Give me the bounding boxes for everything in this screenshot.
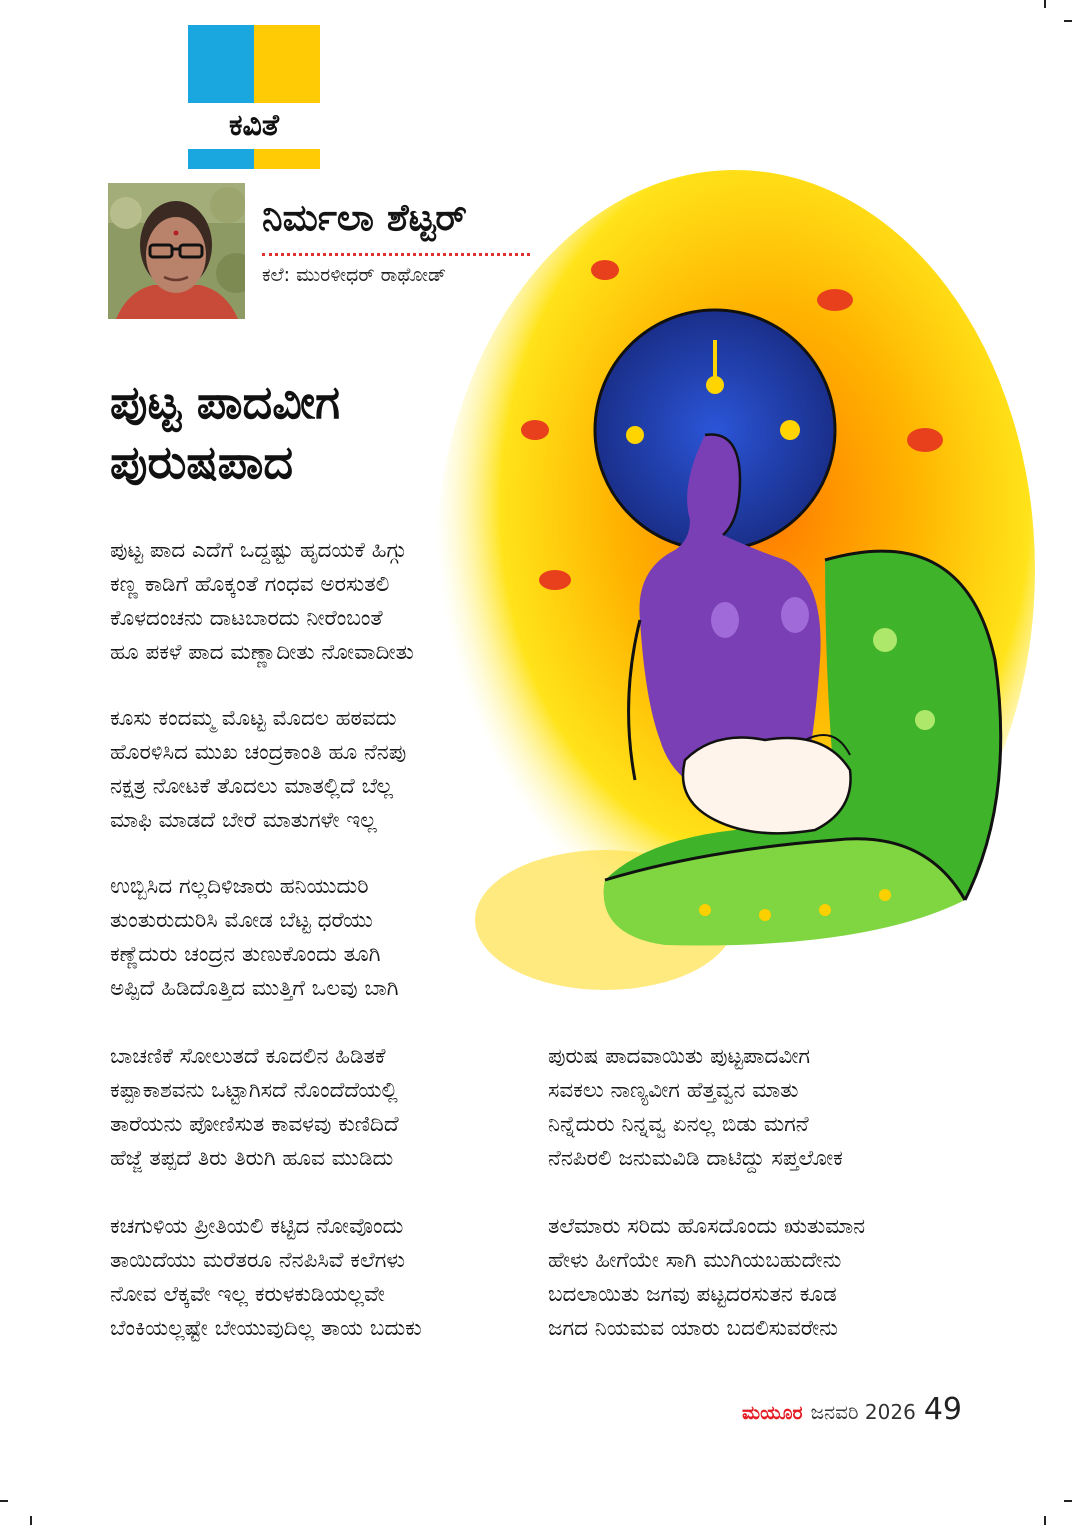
section-tag-color-block	[188, 25, 320, 103]
section-tag-color-bar	[188, 149, 320, 169]
poem-stanza	[110, 1040, 399, 1176]
poem-stanza	[548, 1210, 865, 1346]
mother-child-illustration	[405, 140, 1035, 1020]
poem-stanza	[110, 702, 406, 838]
issue-date: ಜನವರಿ 2026	[810, 1400, 916, 1424]
poem-line: ಹೇಳು ಹೀಗೆಯೇ ಸಾಗಿ ಮುಗಿಯಬಹುದೇನು	[548, 1248, 842, 1273]
section-label: ಕವಿತೆ	[229, 108, 279, 143]
poem-line: ತಾರೆಯನು ಪೋಣಿಸುತ ಕಾವಳವು ಕುಣಿದಿದೆ	[110, 1112, 399, 1137]
poem-line: ಕಣ್ಣೆದುರು ಚಂದ್ರನ ತುಣುಕೊಂದು ತೂಗಿ	[110, 942, 381, 967]
crop-mark	[1064, 20, 1072, 22]
poem-title	[110, 372, 530, 492]
poem-stanza	[110, 1210, 422, 1346]
art-credit: ಕಲೆ: ಮುರಳೀಧರ್ ರಾಥೋಡ್	[262, 264, 447, 286]
poem-line: ಪುಟ್ಟ ಪಾದ ಎದೆಗೆ ಒದ್ದಷ್ಟು ಹೃದಯಕೆ ಹಿಗ್ಗು	[110, 538, 407, 563]
poem-line: ಬದಲಾಯಿತು ಜಗವು ಪಟ್ಟದರಸುತನ ಕೂಡ	[548, 1282, 837, 1307]
poem-title-line: ಪುಟ್ಟ ಪಾದವೀಗ	[110, 375, 341, 429]
poem-line: ಜಗದ ನಿಯಮವ ಯಾರು ಬದಲಿಸುವರೇನು	[548, 1316, 838, 1341]
poem-line: ಕಣ್ಣ ಕಾಡಿಗೆ ಹೊಕ್ಕಂತೆ ಗಂಧವ ಅರಸುತಲಿ	[110, 572, 390, 597]
poem-line: ಮಾಫಿ ಮಾಡದೆ ಬೇರೆ ಮಾತುಗಳೇ ಇಲ್ಲ	[110, 808, 377, 833]
poem-line: ತುಂತುರುದುರಿಸಿ ಮೋಡ ಬೆಟ್ಟ ಧರೆಯು	[110, 908, 373, 933]
poem-line: ತಲೆಮಾರು ಸರಿದು ಹೊಸದೊಂದು ಋತುಮಾನ	[548, 1214, 866, 1239]
poem-line: ತಾಯಿದೆಯು ಮರೆತರೂ ನೆನಪಿಸಿವೆ ಕಲೆಗಳು	[110, 1248, 405, 1273]
poem-line: ಹೂ ಪಕಳೆ ಪಾದ ಮಣ್ಣಾದೀತು ನೋವಾದೀತು	[110, 640, 414, 665]
section-tag	[188, 25, 320, 169]
poem-line: ಕೊಳದಂಚನು ದಾಟಬಾರದು ನೀರೆಂಬಂತೆ	[110, 606, 383, 631]
poem-line: ಕೂಸು ಕಂದಮ್ಮ ಮೊಟ್ಟ ಮೊದಲ ಹಠವದು	[110, 706, 397, 731]
poem-title-line: ಪುರುಷಪಾದ	[110, 435, 294, 489]
poem-line: ಕಪ್ಪಾಕಾಶವನು ಒಟ್ಟಾಗಿಸದೆ ನೊಂದೆದೆಯಲ್ಲಿ	[110, 1078, 398, 1103]
poem-line: ಬೆಂಕಿಯಲ್ಲಷ್ಟೇ ಬೇಯುವುದಿಲ್ಲ ತಾಯ ಬದುಕು	[110, 1316, 422, 1341]
poem-line: ಅಪ್ಪಿದೆ ಹಿಡಿದೊತ್ತಿದ ಮುತ್ತಿಗೆ ಒಲವು ಬಾಗಿ	[110, 976, 399, 1001]
poem-line: ಉಬ್ಬಿಸಿದ ಗಲ್ಲದಿಳಿಜಾರು ಹನಿಯುದುರಿ	[110, 874, 369, 899]
page-footer	[742, 1392, 962, 1427]
poem-line: ಹೆಜ್ಜೆ ತಪ್ಪದೆ ತಿರು ತಿರುಗಿ ಹೂವ ಮುಡಿದು	[110, 1146, 394, 1171]
poem-stanza	[110, 870, 399, 1006]
author-name: ನಿರ್ಮಲಾ ಶೆಟ್ಟರ್	[262, 196, 467, 239]
poem-line: ಬಾಚಣಿಕೆ ಸೋಲುತದೆ ಕೂದಲಿನ ಹಿಡಿತಕೆ	[110, 1044, 386, 1069]
crop-mark	[0, 1500, 8, 1502]
page-number: 49	[923, 1392, 962, 1427]
crop-mark	[1064, 1500, 1072, 1502]
poem-stanza	[548, 1040, 843, 1176]
author-photo	[108, 183, 245, 319]
crop-mark	[30, 1516, 32, 1525]
poem-line: ನಿನ್ನೆದುರು ನಿನ್ನವ್ವ ಏನಲ್ಲ ಬಿಡು ಮಗನೆ	[548, 1112, 809, 1137]
poem-line: ಸವಕಲು ನಾಣ್ಯವೀಗ ಹೆತ್ತವ್ವನ ಮಾತು	[548, 1078, 799, 1103]
crop-mark	[1044, 0, 1046, 8]
magazine-logo: ಮಯೂರ	[742, 1402, 803, 1424]
poem-line: ನೆನಪಿರಲಿ ಜನುಮವಿಡಿ ದಾಟಿದ್ದು ಸಪ್ತಲೋಕ	[548, 1146, 843, 1171]
poem-line: ನೋವ ಲೆಕ್ಕವೇ ಇಲ್ಲ ಕರುಳಕುಡಿಯಲ್ಲವೇ	[110, 1282, 385, 1307]
poem-line: ಕಚಗುಳಿಯ ಪ್ರೀತಿಯಲಿ ಕಟ್ಟಿದ ನೋವೊಂದು	[110, 1214, 404, 1239]
crop-mark	[1044, 1516, 1046, 1525]
poem-line: ಪುರುಷ ಪಾದವಾಯಿತು ಪುಟ್ಟಪಾದವೀಗ	[548, 1044, 811, 1069]
poem-line: ನಕ್ಷತ್ರ ನೋಟಕೆ ತೊದಲು ಮಾತಲ್ಲಿದೆ ಬೆಲ್ಲ	[110, 774, 393, 799]
poem-stanza	[110, 534, 414, 670]
poem-line: ಹೊರಳಿಸಿದ ಮುಖ ಚಂದ್ರಕಾಂತಿ ಹೂ ನೆನಪು	[110, 740, 407, 765]
